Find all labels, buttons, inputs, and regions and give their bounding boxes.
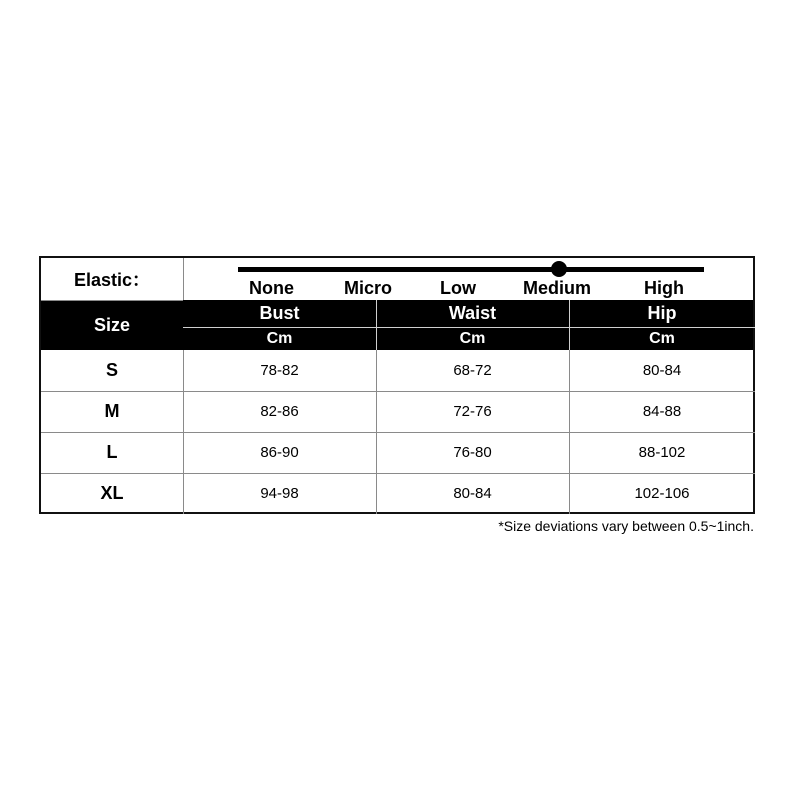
table-cell-hip: 88-102 [638,444,686,461]
table-row-size: S [105,360,118,380]
hip-unit: Cm [649,330,675,347]
table-cell-waist: 68-72 [453,362,492,379]
size-chart [39,256,755,514]
elastic-level-high: High [644,278,684,298]
elastic-level-medium: Medium [523,278,592,298]
size-column-header: Size [93,314,131,335]
elastic-scale-bar [238,267,704,272]
header-divider-v2 [569,300,570,350]
table-cell-hip: 102-106 [634,485,690,502]
table-cell-bust: 78-82 [260,362,299,379]
table-row-size: M [104,401,120,421]
elastic-selected-marker [551,261,567,277]
grid-line [41,473,755,474]
grid-line [41,391,755,392]
hip-header: Hip [647,303,677,323]
elastic-label: Elastic： [73,270,151,290]
table-cell-hip: 84-88 [642,403,682,420]
grid-line [41,432,755,433]
waist-unit: Cm [459,330,486,347]
waist-header: Waist [448,303,497,323]
table-row-size: L [106,442,118,462]
size-footnote: *Size deviations vary between 0.5~1inch. [498,518,754,534]
table-cell-hip: 80-84 [642,362,682,379]
elastic-level-micro: Micro [344,278,393,298]
table-cell-waist: 76-80 [453,444,492,461]
header-divider-h [183,327,755,328]
bust-unit: Cm [266,330,293,347]
table-cell-bust: 94-98 [260,485,299,502]
elastic-level-none: None [249,278,294,298]
table-cell-bust: 86-90 [260,444,299,461]
header-divider-v1 [376,300,377,350]
bust-header: Bust [259,303,300,323]
grid-line [41,300,183,301]
table-cell-waist: 72-76 [453,403,492,420]
grid-line [183,258,184,300]
table-cell-bust: 82-86 [260,403,299,420]
elastic-scale [183,258,755,300]
elastic-level-low: Low [440,278,476,298]
table-row-size: XL [100,483,124,503]
table-cell-waist: 80-84 [453,485,492,502]
